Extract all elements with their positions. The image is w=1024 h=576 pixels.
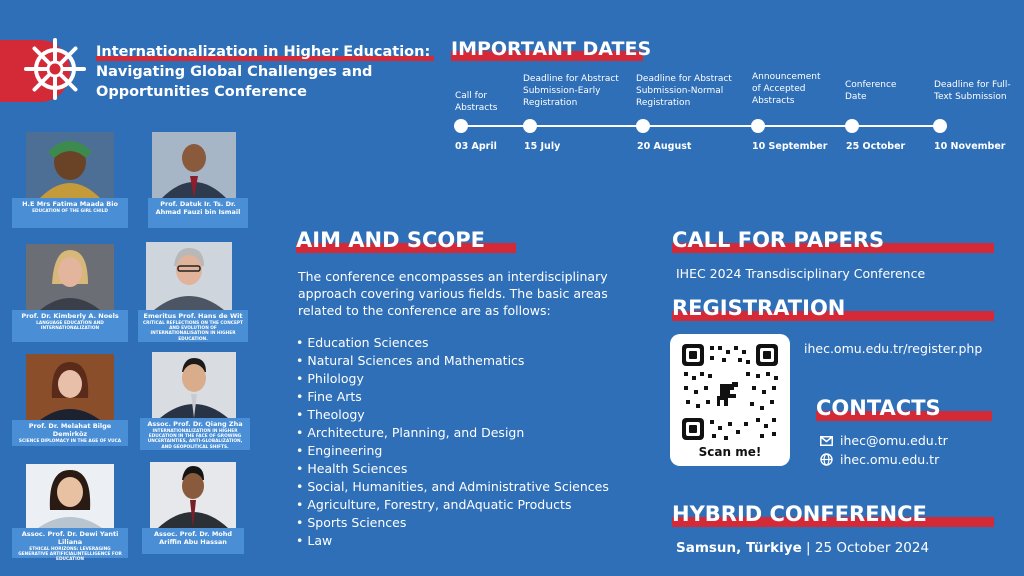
- contacts-heading: CONTACTS: [816, 396, 941, 420]
- list-item: • Health Sciences: [296, 460, 656, 478]
- list-item: • Natural Sciences and Mathematics: [296, 352, 656, 370]
- globe-icon: [820, 453, 833, 466]
- speaker-name: Assoc. Prof. Dr. Dewi Yanti Liliana: [21, 530, 119, 546]
- list-item: • Philology: [296, 370, 656, 388]
- speaker-photo: [146, 242, 232, 310]
- speaker-photo: [150, 462, 236, 528]
- speaker-caption: [138, 310, 248, 342]
- speaker-caption: [140, 418, 250, 450]
- speaker-topic: ETHICAL HORIZONS: LEVERAGING GENERATIVE ARTIFICIALINTELLIGENCE FOR EDUCATION: [18, 547, 122, 563]
- timeline-dot: [751, 119, 765, 133]
- ship-wheel-logo-icon: [22, 36, 88, 102]
- registration-heading: REGISTRATION: [672, 296, 845, 320]
- contact-website-row[interactable]: [820, 452, 939, 467]
- list-item: • Fine Arts: [296, 388, 656, 406]
- speaker-name: H.E Mrs Fatima Maada Bio: [22, 200, 118, 208]
- registration-qr-card[interactable]: [670, 334, 790, 466]
- speaker-name: Assoc. Prof. Dr. Qiang Zha: [147, 420, 243, 428]
- list-item: • Theology: [296, 406, 656, 424]
- timeline-label: Conference Date: [845, 80, 897, 102]
- contact-email[interactable]: ihec@omu.edu.tr: [840, 433, 948, 448]
- speaker-topic: CRITICAL REFLECTIONS ON THE CONCEPT AND EVOLUTION OF INTERNATIONALISATION IN HIGHER EDUCATION.: [143, 321, 243, 342]
- timeline-label: Deadline for Abstract Submission-Early Registration: [523, 74, 619, 108]
- speaker-name: Prof. Dr. Kimberly A. Noels: [21, 312, 119, 320]
- timeline-date: 03 April: [455, 141, 497, 152]
- aim-scope-heading: AIM AND SCOPE: [296, 228, 485, 252]
- speaker-topic: EDUCATION OF THE GIRL CHILD: [32, 209, 108, 214]
- call-for-papers-heading: CALL FOR PAPERS: [672, 228, 884, 252]
- timeline-label: Call for Abstracts: [455, 91, 498, 113]
- speaker-name: Assoc. Prof. Dr. Mohd Ariffin Abu Hassan: [153, 530, 233, 546]
- envelope-icon: [820, 436, 833, 446]
- contact-email-row[interactable]: [820, 433, 948, 448]
- venue-city: Samsun, Türkiye: [676, 540, 802, 556]
- qr-caption: Scan me!: [698, 445, 762, 459]
- list-item: • Law: [296, 532, 656, 550]
- hybrid-conference-heading: HYBRID CONFERENCE: [672, 502, 927, 526]
- areas-list: [296, 334, 656, 550]
- speaker-caption: [12, 310, 128, 342]
- title-line-1: Internationalization in Higher Education:: [96, 44, 431, 60]
- timeline-date: 25 October: [846, 141, 906, 152]
- timeline-dot: [636, 119, 650, 133]
- speaker-caption: [12, 198, 128, 228]
- venue-date: 25 October 2024: [814, 540, 930, 556]
- speaker-topic: INTERNATIONALIZATION IN HIGHER EDUCATION IN THE FACE OF GROWING UNCERTAINTIES, ANTI-GLOBALIZATION, AND GEOPOLITICAL SHIFTS.: [147, 429, 243, 450]
- speaker-caption: [12, 528, 128, 563]
- title-line-2: Navigating Global Challenges and: [96, 64, 373, 80]
- timeline-label: Deadline for Full-Text Submission: [934, 80, 1011, 102]
- title-line-3: Opportunities Conference: [96, 84, 307, 100]
- timeline-date: 15 July: [524, 141, 561, 152]
- timeline-date: 10 September: [752, 141, 828, 152]
- qr-code-icon[interactable]: [680, 342, 780, 442]
- registration-url-link[interactable]: ihec.omu.edu.tr/register.php: [804, 341, 983, 356]
- timeline-dot: [933, 119, 947, 133]
- aim-description: The conference encompasses an interdisciplinary approach covering various fields. The basic areas related to the conference are as follows:: [298, 269, 608, 318]
- speaker-topic: LANGUAGE EDUCATION AND INTERNATIONALIZATION: [36, 321, 104, 332]
- speaker-name: Prof. Datuk Ir. Ts. Dr. Ahmad Fauzi bin Ismail: [155, 200, 241, 216]
- speaker-name: Prof. Dr. Melahat Bilge Demirköz: [28, 422, 112, 438]
- speaker-photo: [26, 464, 114, 528]
- speaker-photo: [26, 354, 114, 420]
- timeline-date: 10 November: [934, 141, 1006, 152]
- speaker-name: Emeritus Prof. Hans de Wit: [143, 312, 243, 320]
- list-item: • Sports Sciences: [296, 514, 656, 532]
- venue-info: [676, 540, 929, 556]
- timeline-label: Deadline for Abstract Submission-Normal Registration: [636, 74, 732, 108]
- speaker-photo: [26, 244, 114, 310]
- timeline-label: Announcement of Accepted Abstracts: [752, 72, 821, 106]
- list-item: • Education Sciences: [296, 334, 656, 352]
- list-item: • Engineering: [296, 442, 656, 460]
- important-dates-heading: IMPORTANT DATES: [451, 38, 652, 60]
- timeline-dot: [523, 119, 537, 133]
- speaker-photo: [152, 132, 236, 198]
- list-item: • Agriculture, Forestry, andAquatic Products: [296, 496, 656, 514]
- venue-separator: |: [806, 540, 811, 556]
- timeline-dot: [845, 119, 859, 133]
- timeline-dot: [454, 119, 468, 133]
- speaker-topic: SCIENCE DIPLOMACY IN THE AGE OF VUCA: [18, 439, 122, 444]
- speaker-photo: [152, 352, 236, 418]
- speaker-photo: [26, 132, 114, 198]
- contact-website[interactable]: ihec.omu.edu.tr: [840, 452, 940, 467]
- speaker-caption: [12, 420, 128, 446]
- list-item: • Architecture, Planning, and Design: [296, 424, 656, 442]
- speaker-caption: [148, 198, 248, 228]
- list-item: • Social, Humanities, and Administrative Sciences: [296, 478, 656, 496]
- conference-title: [96, 42, 431, 102]
- speaker-caption: [142, 528, 244, 554]
- timeline-date: 20 August: [637, 141, 692, 152]
- call-for-papers-subtitle: IHEC 2024 Transdisciplinary Conference: [676, 266, 926, 281]
